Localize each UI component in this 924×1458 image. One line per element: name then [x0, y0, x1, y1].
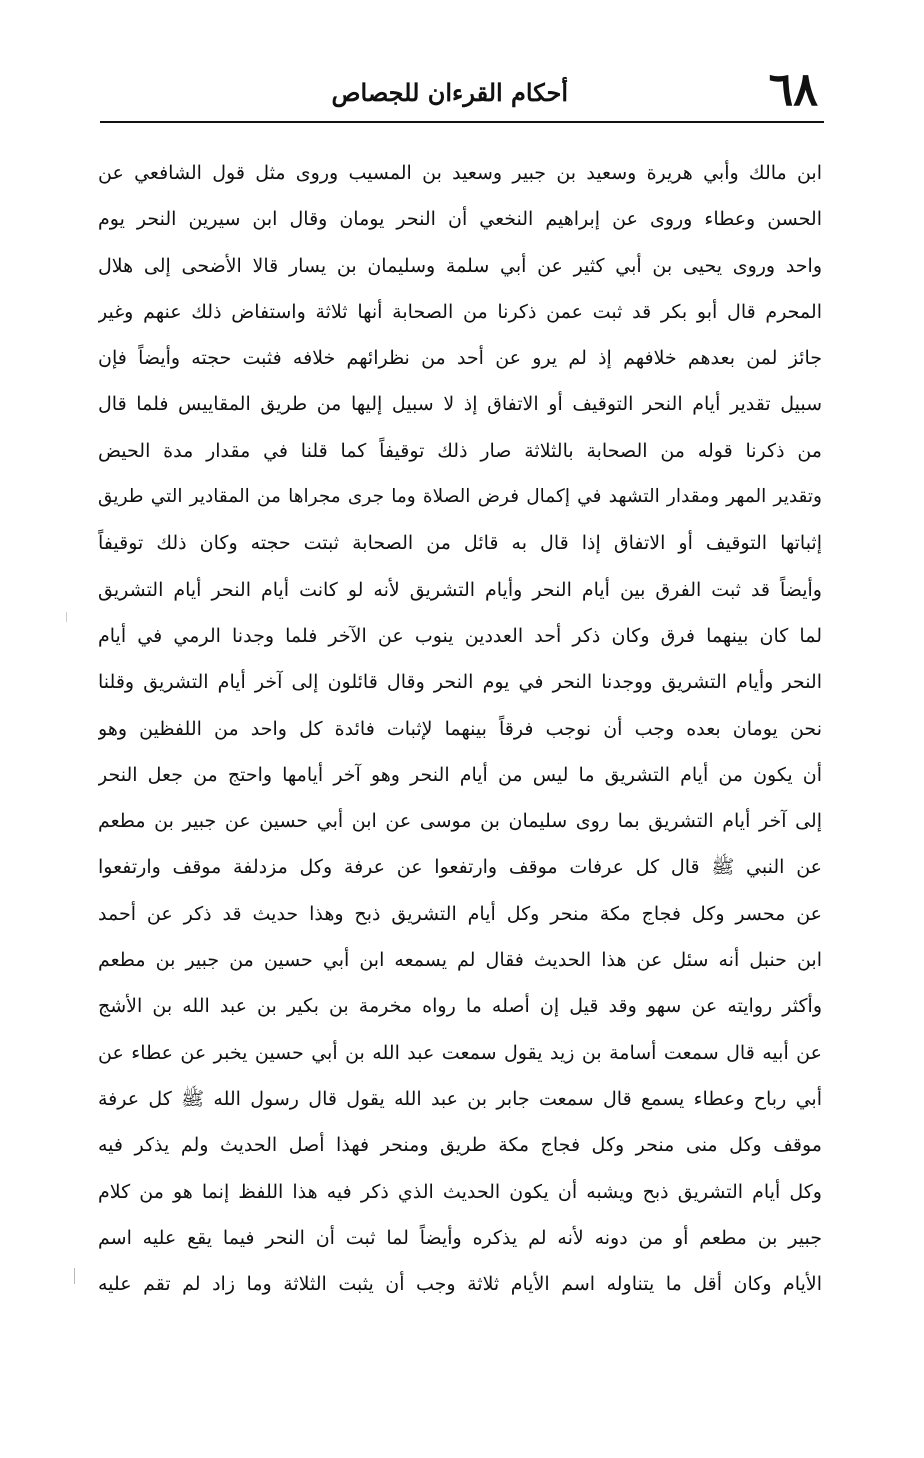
body-text	[98, 150, 822, 1307]
text-line: وتقدير المهر ومقدار التشهد في إكمال فرض الصلاة وما جرى مجراها من المقادير التي طريق	[98, 486, 822, 508]
text-line: سبيل تقدير أيام النحر التوقيف أو الاتفاق إذ لا سبيل إليها من طريق المقاييس فلما قال	[98, 393, 822, 416]
text-line: عن محسر وكل فجاج مكة منحر وكل أيام التشريق ذبح وهذا حديث قد ذكر عن أحمد	[98, 902, 822, 925]
text-line: المحرم قال أبو بكر قد ثبت عمن ذكرنا من الصحابة أنها ثلاثة واستفاض ذلك عنهم وغير	[98, 300, 822, 323]
text-line: وأكثر روايته عن سهو وقد قيل إن أصله ما رواه مخرمة بن بكير بن عبد الله بن الأشج	[98, 995, 822, 1018]
header-divider	[100, 121, 824, 123]
scan-artifact	[66, 612, 67, 622]
text-line: واحد وروى يحيى بن أبي كثير عن أبي سلمة وسليمان بن يسار قالا الأضحى إلى هلال	[98, 254, 822, 277]
text-line: وكل أيام التشريق ذبح ويشبه أن يكون الحديث الذي ذكر فيه هذا اللفظ إنما هو من كلام	[98, 1180, 822, 1203]
text-line: الأيام وكان أقل ما يتناوله اسم الأيام ثلاثة وجب أن يثبت الثلاثة وما زاد لم تقم عليه	[98, 1273, 822, 1296]
text-line: جائز لمن بعدهم خلافهم إذ لم يرو عن أحد من نظرائهم خلافه فثبت حجته وأيضاً فإن	[98, 347, 822, 370]
page-header	[100, 58, 818, 120]
text-line: أن يكون من أيام التشريق ما ليس من أيام النحر وهو آخر أيامها واحتج من جعل النحر	[98, 763, 822, 786]
text-line: من ذكرنا قوله من الصحابة بالثلاثة صار ذلك توقيفاً كما قلنا في مقدار مدة الحيض	[98, 439, 822, 462]
text-line: عن أبيه قال سمعت أسامة بن زيد يقول سمعت عبد الله بن أبي حسين يخبر عن عطاء عن	[98, 1041, 822, 1064]
scan-artifact	[74, 1268, 75, 1284]
running-title: أحكام القرءان للجصاص	[331, 78, 568, 107]
text-line: ابن مالك وأبي هريرة وسعيد بن جبير وسعيد بن المسيب وروى مثل قول الشافعي عن	[98, 162, 822, 184]
text-line: ابن حنبل أنه سئل عن هذا الحديث فقال لم يسمعه ابن أبي حسين من جبير بن مطعم	[98, 949, 822, 972]
text-line: وأيضاً قد ثبت الفرق بين أيام النحر وأيام التشريق لأنه لو كانت أيام النحر أيام التشريق	[98, 578, 822, 601]
text-line: إثباتها التوقيف أو الاتفاق إذا قال به قائل من الصحابة ثبتت حجته وكان ذلك توقيفاً	[98, 532, 822, 555]
page-number: ٦٨	[768, 62, 818, 116]
text-line: جبير بن مطعم أو من دونه لأنه لم يذكره وأيضاً لما ثبت أن النحر فيما يقع عليه اسم	[98, 1226, 822, 1249]
text-line: موقف وكل منى منحر وكل فجاج مكة طريق ومنحر فهذا أصل الحديث ولم يذكر فيه	[98, 1134, 822, 1157]
text-line: لما كان بينهما فرق وكان ذكر أحد العددين ينوب عن الآخر فلما وجدنا الرمي في أيام	[98, 624, 822, 647]
text-line: النحر وأيام التشريق ووجدنا النحر في يوم النحر وقال قائلون إلى آخر أيام التشريق وقلنا	[98, 671, 822, 694]
text-line: الحسن وعطاء وروى عن إبراهيم النخعي أن النحر يومان وقال ابن سيرين النحر يوم	[98, 208, 822, 231]
text-line: عن النبي ﷺ قال كل عرفات موقف وارتفعوا عن عرفة وكل مزدلفة موقف وارتفعوا	[98, 856, 822, 879]
text-line: إلى آخر أيام التشريق بما روى سليمان بن موسى عن ابن أبي حسين عن جبير بن مطعم	[98, 810, 822, 833]
text-line: أبي رباح وعطاء يسمع قال سمعت جابر بن عبد الله يقول قال رسول الله ﷺ كل عرفة	[98, 1087, 822, 1110]
text-line: نحن يومان بعده وجب أن نوجب فرقاً بينهما لإثبات فائدة كل واحد من اللفظين وهو	[98, 717, 822, 740]
